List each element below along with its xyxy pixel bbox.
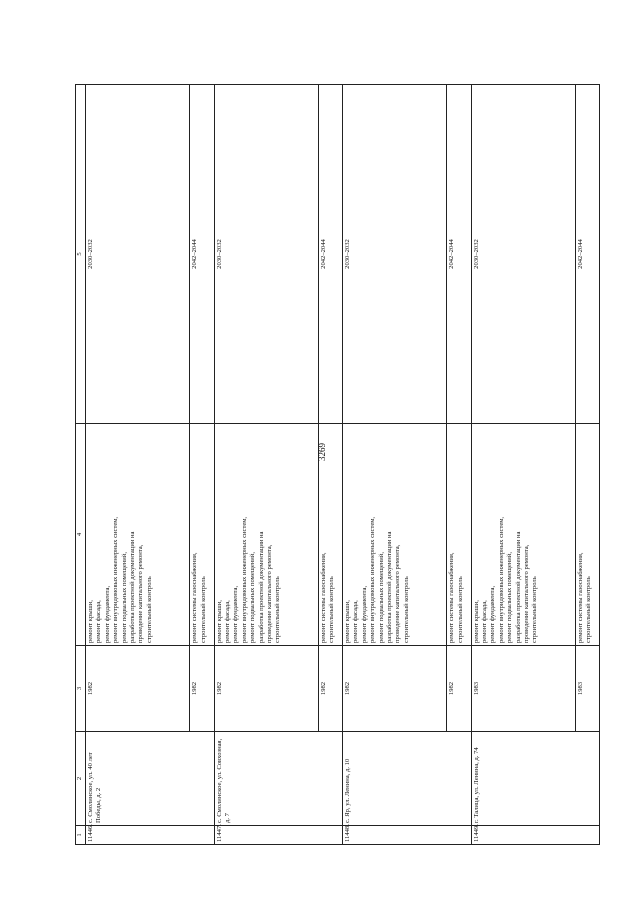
work-item: ремонт фасада, [352,600,360,643]
work-item: проведение капитального ремонта, [137,544,145,643]
works-cell [214,424,318,646]
work-item: ремонт фундамента, [232,585,240,643]
rotated-table-wrapper [75,85,600,845]
work-item: ремонт подвальных помещений, [120,552,128,643]
column-number-row [76,85,86,845]
build-year-cell: 1982 [343,646,447,732]
work-item: ремонт внутридомовых инженерных систем, [369,516,377,643]
record-number: 11446. [86,826,215,845]
address-cell: с. Смолинское, ул. 40 лет Победы, д. 2 [86,732,215,826]
address-cell: с. Смолинское, ул. Совхозная, д. 7 [214,732,343,826]
work-item: строительный контроль [585,576,593,643]
work-item: строительный контроль [274,576,282,643]
work-item: разработка проектной документации на [129,531,137,643]
work-item: ремонт фасада, [223,600,231,643]
column-number: 2 [76,732,86,826]
work-item: ремонт подвальных помещений, [506,552,514,643]
work-item: ремонт подвальных помещений, [377,552,385,643]
work-item: строительный контроль [531,576,539,643]
record-number: 11449. [471,826,600,845]
period-cell: 2030–2032 [343,85,447,424]
column-number: 1 [76,826,86,845]
table-row [343,85,447,845]
work-item: ремонт крыши, [215,600,223,643]
work-item: ремонт крыши, [472,600,480,643]
work-item: ремонт внутридомовых инженерных систем, [240,516,248,643]
table-row-sub [318,85,342,845]
record-number: 11447. [214,826,343,845]
work-item: строительный контроль [145,576,153,643]
table-row [471,85,575,845]
work-item: разработка проектной документации на [386,531,394,643]
build-year-cell: 1982 [318,646,342,732]
works-cell [190,424,214,646]
works-cell [575,424,599,646]
work-item: строительный контроль [456,576,464,643]
works-cell [318,424,342,646]
column-number: 3 [76,646,86,732]
work-item: ремонт крыши, [87,600,94,643]
page-number: 3269 [317,443,327,461]
work-item: ремонт системы газоснабжения, [448,552,456,643]
column-number: 5 [76,85,86,424]
period-cell: 2030–2032 [471,85,575,424]
address-cell: г. Талица, ул. Ленина, д. 74 [471,732,600,826]
work-item: ремонт фасада, [95,600,103,643]
works-cell [343,424,447,646]
record-number: 11448. [343,826,472,845]
period-cell: 2042–2044 [447,85,471,424]
period-cell: 2042–2044 [318,85,342,424]
work-item: проведение капитального ремонта, [265,544,273,643]
table-row-sub [190,85,214,845]
works-cell [86,424,190,646]
work-item: строительный контроль [402,576,410,643]
table-row [86,85,190,845]
column-number: 4 [76,424,86,646]
work-item: ремонт фундамента, [103,585,111,643]
build-year-cell: 1982 [214,646,318,732]
address-cell: с. Яр, ул. Ленина, д. 10 [343,732,472,826]
work-item: проведение капитального ремонта, [394,544,402,643]
build-year-cell: 1983 [471,646,575,732]
work-item: проведение капитального ремонта, [522,544,530,643]
work-item: ремонт фундамента, [360,585,368,643]
period-cell: 2042–2044 [575,85,599,424]
period-cell: 2030–2032 [86,85,190,424]
build-year-cell: 1982 [190,646,214,732]
build-year-cell: 1982 [86,646,190,732]
table-row-sub [575,85,599,845]
work-item: разработка проектной документации на [514,531,522,643]
table-row-sub [447,85,471,845]
work-item: ремонт подвальных помещений, [249,552,257,643]
works-cell [471,424,575,646]
table-row [214,85,318,845]
work-item: ремонт системы газоснабжения, [191,552,199,643]
work-item: ремонт внутридомовых инженерных систем, [497,516,505,643]
work-item: ремонт внутридомовых инженерных систем, [112,516,120,643]
build-year-cell: 1983 [575,646,599,732]
work-item: разработка проектной документации на [257,531,265,643]
work-item: ремонт фундамента, [489,585,497,643]
work-item: ремонт системы газоснабжения, [319,552,327,643]
period-cell: 2042–2044 [190,85,214,424]
work-item: строительный контроль [328,576,336,643]
works-cell [447,424,471,646]
period-cell: 2030–2032 [214,85,318,424]
work-item: ремонт фасада, [480,600,488,643]
repair-schedule-table [75,84,600,845]
work-item: строительный контроль [199,576,207,643]
work-item: ремонт системы газоснабжения, [576,552,584,643]
build-year-cell: 1982 [447,646,471,732]
work-item: ремонт крыши, [344,600,351,643]
